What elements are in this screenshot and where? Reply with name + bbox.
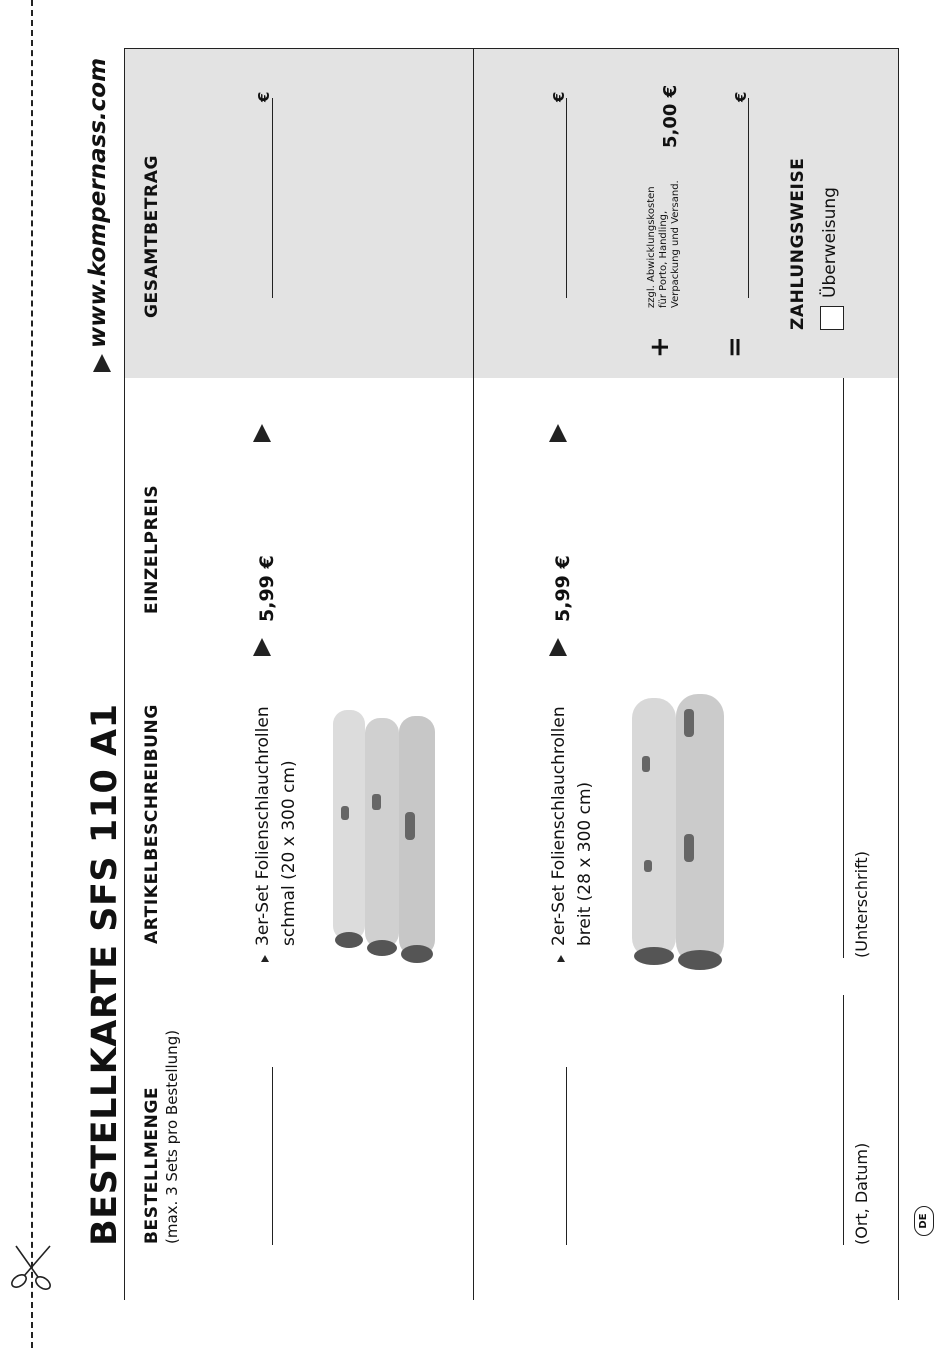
product-image-rolls xyxy=(325,700,460,970)
page-title: BESTELLKARTE SFS 110 A1 xyxy=(85,703,125,1246)
quantity-input-1[interactable] xyxy=(272,1067,273,1245)
bullet-icon xyxy=(261,955,269,962)
item-total-currency-1: € xyxy=(255,91,273,102)
bullet-icon xyxy=(557,955,565,962)
plus-sign: + xyxy=(645,336,675,358)
header-total: GESAMTBETRAG xyxy=(142,154,162,318)
place-date-line[interactable] xyxy=(843,995,844,1245)
equals-sign: = xyxy=(720,336,750,358)
arrow-right-icon xyxy=(93,354,111,372)
grand-total-currency: € xyxy=(732,91,750,102)
grand-total-input[interactable] xyxy=(748,98,749,298)
place-date-label: (Ort, Datum) xyxy=(852,1142,871,1245)
arrow-right-icon xyxy=(549,638,567,656)
arrow-right-icon xyxy=(253,638,271,656)
arrow-right-icon xyxy=(549,424,567,442)
total-input-1[interactable] xyxy=(272,98,273,298)
language-badge: DE xyxy=(914,1206,934,1236)
header-unit-price: EINZELPREIS xyxy=(142,484,162,614)
header-quantity-note: (max. 3 Sets pro Bestellung) xyxy=(163,1029,181,1244)
signature-label: (Unterschrift) xyxy=(852,851,871,958)
payment-option-label: Überweisung xyxy=(820,187,840,298)
shipping-amount: 5,00 € xyxy=(660,84,681,148)
product-image-rolls xyxy=(620,682,750,982)
header-description: ARTIKELBESCHREIBUNG xyxy=(142,704,162,944)
item-description-2: 2er-Set Folienschlauchrollen breit (28 x 300 cm) xyxy=(549,706,595,946)
website-link[interactable]: www.kompernass.com xyxy=(85,57,111,348)
item-price-1: 5,99 € xyxy=(256,555,278,622)
shipping-note: zzgl. Abwicklungskosten für Porto, Handling, Verpackung und Versand. xyxy=(646,180,681,308)
item-description-1: 3er-Set Folienschlauchrollen schmal (20 x 300 cm) xyxy=(253,706,299,946)
signature-line[interactable] xyxy=(843,378,844,958)
item-price-2: 5,99 € xyxy=(552,555,574,622)
quantity-input-2[interactable] xyxy=(566,1067,567,1245)
payment-heading: ZAHLUNGSWEISE xyxy=(788,157,808,330)
header-quantity: BESTELLMENGE xyxy=(142,1086,162,1244)
arrow-right-icon xyxy=(253,424,271,442)
payment-checkbox[interactable] xyxy=(820,306,844,330)
item-total-currency-2: € xyxy=(550,91,568,102)
total-input-2[interactable] xyxy=(566,98,567,298)
